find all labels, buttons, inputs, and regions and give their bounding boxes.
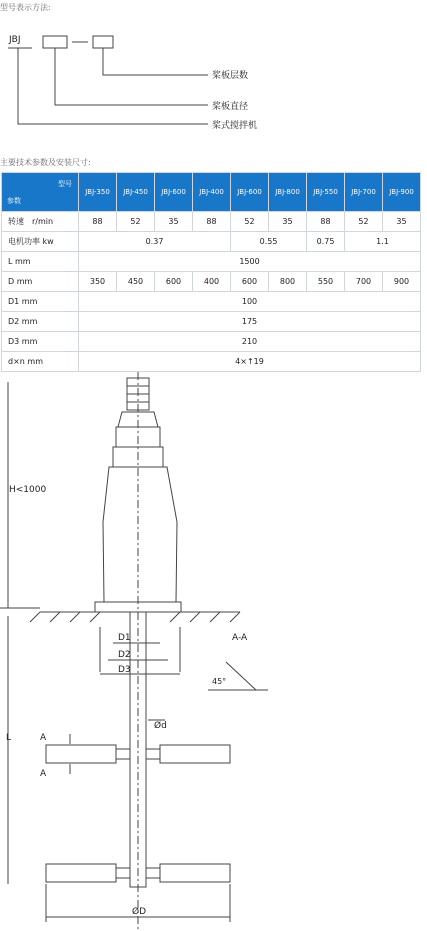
paddle-left-bottom xyxy=(46,864,116,882)
table-cell: 1500 xyxy=(79,252,421,272)
table-cell: 350 xyxy=(79,272,117,292)
section-label: A-A xyxy=(232,633,248,643)
table-cell: 450 xyxy=(117,272,155,292)
table-row xyxy=(2,332,421,352)
section-mark-a-bottom: A xyxy=(40,769,47,779)
table-cell: 800 xyxy=(269,272,307,292)
reducer-housing xyxy=(103,467,177,602)
d2-dimension: D2 xyxy=(118,650,131,660)
table-cell: 550 xyxy=(307,272,345,292)
table-cell: 700 xyxy=(345,272,383,292)
h-dimension: H<1000 xyxy=(9,485,47,495)
table-cell: 0.75 xyxy=(307,232,345,252)
model-header-cell: JBJ-350 xyxy=(79,173,117,212)
table-row xyxy=(2,232,421,252)
table-cell: 210 xyxy=(79,332,421,352)
leader-layers xyxy=(103,48,208,75)
paddle-left-top xyxy=(46,745,116,763)
table-row xyxy=(2,212,421,232)
row-label: D3 mm xyxy=(2,332,79,352)
table-cell: 88 xyxy=(79,212,117,232)
params-title: 主要技术参数及安装尺寸: xyxy=(0,158,91,167)
row-label: d×n mm xyxy=(2,352,79,372)
legend-type: 桨式搅拌机 xyxy=(212,121,258,131)
table-cell: 400 xyxy=(193,272,231,292)
shaft xyxy=(130,612,146,887)
layer-count-box xyxy=(93,36,113,48)
table-row xyxy=(2,312,421,332)
model-header-cell: JBJ-700 xyxy=(345,173,383,212)
corner-param-label: 参数 xyxy=(7,197,21,205)
table-row xyxy=(2,252,421,272)
leader-diameter xyxy=(55,48,208,105)
spec-table-header xyxy=(2,173,421,212)
table-cell: 600 xyxy=(155,272,193,292)
corner-cell xyxy=(2,173,79,212)
legend-layers: 桨板层数 xyxy=(212,71,249,81)
table-cell: 900 xyxy=(383,272,421,292)
table-cell: 35 xyxy=(383,212,421,232)
d3-dimension: D3 xyxy=(118,665,131,675)
shaft-diameter-label: Ød xyxy=(154,721,167,731)
row-label: L mm xyxy=(2,252,79,272)
model-header-cell: JBJ-600 xyxy=(231,173,269,212)
model-title: 型号表示方法: xyxy=(0,3,51,12)
table-cell: 88 xyxy=(307,212,345,232)
section-mark-a-top: A xyxy=(40,733,47,743)
model-header-cell: JBJ-400 xyxy=(193,173,231,212)
spec-table xyxy=(1,172,421,372)
table-cell: 35 xyxy=(269,212,307,232)
table-cell: 175 xyxy=(79,312,421,332)
table-cell: 0.37 xyxy=(79,232,231,252)
model-header-cell: JBJ-800 xyxy=(269,173,307,212)
table-cell: 35 xyxy=(155,212,193,232)
installation-drawing xyxy=(0,372,427,931)
table-cell: 88 xyxy=(193,212,231,232)
legend-diameter: 桨板直径 xyxy=(212,102,249,112)
table-cell: 1.1 xyxy=(345,232,421,252)
model-header-cell: JBJ-900 xyxy=(383,173,421,212)
angle-label: 45° xyxy=(212,677,227,686)
model-prefix: JBJ xyxy=(9,35,21,45)
table-cell: 0.55 xyxy=(231,232,307,252)
row-label: D1 mm xyxy=(2,292,79,312)
diameter-box xyxy=(43,36,67,48)
table-cell: 4×↑19 xyxy=(79,352,421,372)
table-row xyxy=(2,292,421,312)
row-label: D mm xyxy=(2,272,79,292)
row-label: 电机功率 kw xyxy=(2,232,79,252)
leader-type xyxy=(18,48,208,124)
corner-model-label: 型号 xyxy=(58,180,72,188)
table-cell: 600 xyxy=(231,272,269,292)
paddle-right-top xyxy=(160,745,230,763)
table-cell: 52 xyxy=(231,212,269,232)
row-label: D2 mm xyxy=(2,312,79,332)
l-dimension: L xyxy=(6,733,12,743)
table-row xyxy=(2,272,421,292)
table-row xyxy=(2,352,421,372)
d1-dimension: D1 xyxy=(118,633,131,643)
table-cell: 100 xyxy=(79,292,421,312)
table-cell: 52 xyxy=(117,212,155,232)
model-header-cell: JBJ-550 xyxy=(307,173,345,212)
table-cell: 52 xyxy=(345,212,383,232)
paddle-diameter-label: ØD xyxy=(132,907,147,917)
paddle-right-bottom xyxy=(160,864,230,882)
model-header-cell: JBJ-600 xyxy=(155,173,193,212)
row-label: 转速 r/min xyxy=(2,212,79,232)
model-header-cell: JBJ-450 xyxy=(117,173,155,212)
